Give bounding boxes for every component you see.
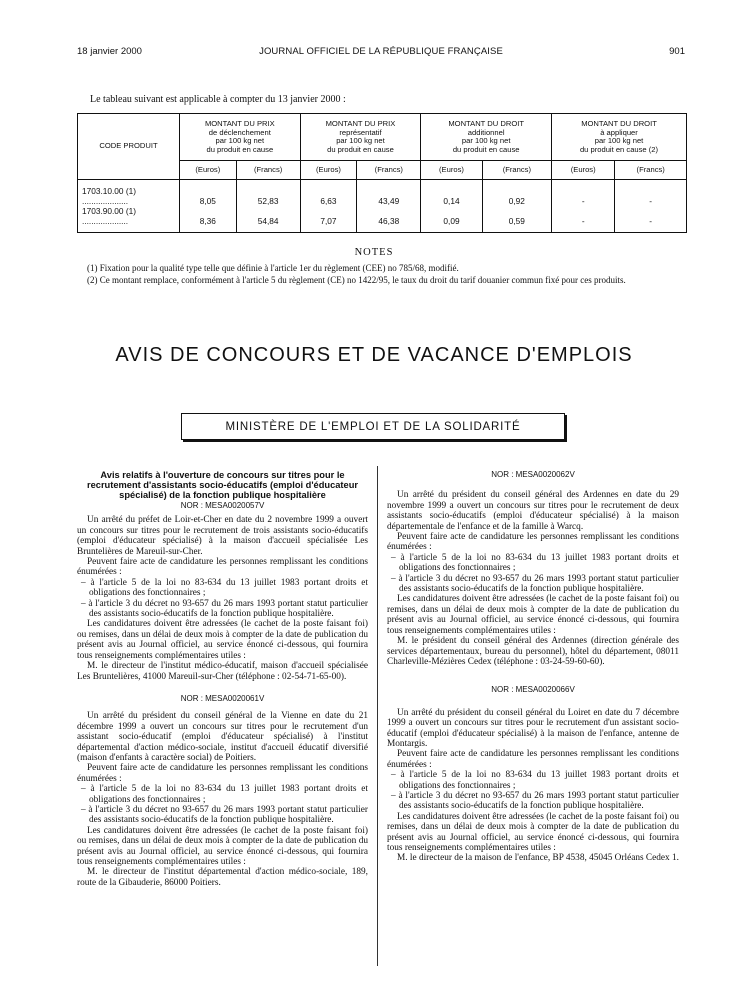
table-cell: - bbox=[615, 180, 687, 207]
product-code: 1703.90.00 (1) .................... bbox=[78, 206, 180, 233]
currency-header: (Francs) bbox=[615, 161, 687, 180]
nor-reference: NOR : MESA0020062V bbox=[491, 470, 575, 479]
table-cell: 0,09 bbox=[421, 206, 482, 233]
table-cell: - bbox=[552, 206, 615, 233]
condition-item: – à l'article 5 de la loi no 83-634 du 13 juillet 1983 portant droits et obligations des fonctionnaires ; bbox=[391, 770, 679, 791]
journal-title: JOURNAL OFFICIEL DE LA RÉPUBLIQUE FRANÇAISE bbox=[259, 46, 503, 57]
condition-item: – à l'article 5 de la loi no 83-634 du 13 juillet 1983 portant droits et obligations des fonctionnaires ; bbox=[81, 577, 368, 599]
table-cell: 43,49 bbox=[357, 180, 421, 207]
notice-paragraph: Peuvent faire acte de candidature les personnes remplissant les conditions énumérées : bbox=[77, 557, 368, 578]
condition-item: – à l'article 3 du décret no 93-657 du 26 mars 1993 portant statut particulier des assistants socio-éducatifs de la fonction publique hospitalière. bbox=[81, 598, 368, 620]
ministry-title: MINISTÈRE DE L'EMPLOI ET DE LA SOLIDARITÉ bbox=[225, 420, 521, 433]
table-cell: - bbox=[552, 180, 615, 207]
table-cell: 6,63 bbox=[300, 180, 357, 207]
notice-contact: M. le président du conseil général des Ardennes (direction générale des services départementaux, bureau du personnel), hôtel du département, 08011 Charleville-Mézières Cedex (téléphone : 03-24-59-60-60). bbox=[387, 636, 679, 667]
notice-paragraph: Peuvent faire acte de candidature les personnes remplissant les conditions énumérées : bbox=[387, 749, 679, 770]
table-cell: 8,36 bbox=[180, 206, 237, 233]
page-header bbox=[77, 46, 685, 60]
table-header-row bbox=[78, 114, 687, 161]
condition-item: – à l'article 3 du décret no 93-657 du 26 mars 1993 portant statut particulier des assistants socio-éducatifs de la fonction publique hospitalière. bbox=[391, 573, 679, 595]
note-2: (2) Ce montant remplace, conformément à l'article 5 du règlement (CE) no 1422/95, le taux du droit du tarif douanier commun fixé pour ces produits. bbox=[87, 275, 626, 285]
notice-contact: M. le directeur de la maison de l'enfance, BP 4538, 45045 Orléans Cedex 1. bbox=[397, 853, 679, 864]
group-header: MONTANT DU PRIX de déclenchement par 100 kg net du produit en cause bbox=[180, 114, 301, 161]
table-cell: - bbox=[615, 206, 687, 233]
notice-paragraph: Les candidatures doivent être adressées (le cachet de la poste faisant foi) ou remises, dans un délai de deux mois à compter de la date de publication du présent avis au Journal officiel, au service énoncé ci-dessous, qui fournira tous renseignements complémentaires utiles : bbox=[387, 594, 679, 636]
group-header: MONTANT DU PRIX représentatif par 100 kg net du produit en cause bbox=[300, 114, 421, 161]
table-cell: 0,14 bbox=[421, 180, 482, 207]
tariff-table bbox=[77, 113, 687, 233]
notice-paragraph: Peuvent faire acte de candidature les personnes remplissant les conditions énumérées : bbox=[77, 763, 368, 784]
notice-paragraph: Les candidatures doivent être adressées (le cachet de la poste faisant foi) ou remises, dans un délai de deux mois à compter de la date de publication du présent avis au Journal officiel, au service énoncé ci-dessous, qui fournira tous renseignements complémentaires utiles : bbox=[387, 811, 679, 853]
left-column bbox=[77, 470, 368, 888]
page-number: 901 bbox=[669, 46, 685, 57]
column-divider bbox=[377, 466, 378, 966]
table-cell: 46,38 bbox=[357, 206, 421, 233]
currency-header: (Francs) bbox=[482, 161, 551, 180]
currency-header: (Francs) bbox=[357, 161, 421, 180]
table-cell: 7,07 bbox=[300, 206, 357, 233]
product-code: 1703.10.00 (1) .................... bbox=[78, 180, 180, 207]
notice-paragraph: Un arrêté du président du conseil général des Ardennes en date du 29 novembre 1999 a ouvert un concours sur titres pour le recrutement de deux assistants socio-éducatifs (emploi d'éducateur spécialisé) à la maison départementale de l'enfance et de la famille à Warcq. bbox=[387, 490, 679, 532]
table-cell: 0,59 bbox=[482, 206, 551, 233]
nor-reference: NOR : MESA0020066V bbox=[491, 685, 575, 695]
code-header: CODE PRODUIT bbox=[78, 114, 180, 180]
nor-reference: NOR : MESA0020061V bbox=[180, 693, 265, 703]
ministry-box bbox=[181, 413, 565, 440]
currency-header: (Francs) bbox=[236, 161, 300, 180]
section-title: AVIS DE CONCOURS ET DE VACANCE D'EMPLOIS bbox=[115, 344, 633, 366]
notice-paragraph: Les candidatures doivent être adressées (le cachet de la poste faisant foi) ou remises, dans un délai de deux mois à compter de la date de publication du présent avis au Journal officiel, au service énoncé ci-dessous, qui fournira tous renseignements complémentaires utiles : bbox=[77, 619, 368, 661]
currency-header: (Euros) bbox=[552, 161, 615, 180]
notice-paragraph: Un arrêté du président du conseil général de la Vienne en date du 21 décembre 1999 a ouvert un concours sur titres pour le recrutement d'un assistant socio-éducatif (emploi d'éducateur spécialisé) à l'institut départemental d'action médico-sociale, institut d'accueil éducatif diversifié (maison d'enfants à caractère social) de Poitiers. bbox=[77, 711, 368, 763]
nor-reference: NOR : MESA0020057V bbox=[180, 501, 265, 510]
currency-header: (Euros) bbox=[180, 161, 237, 180]
table-cell: 8,05 bbox=[180, 180, 237, 207]
notice-paragraph: Un arrêté du président du conseil général du Loiret en date du 7 décembre 1999 a ouvert un concours sur titres pour le recrutement d'un assistant socio-éducatif (emploi d'éducateur spécialisé) à la maison de l'enfance, antenne de Montargis. bbox=[387, 707, 679, 749]
header-date: 18 janvier 2000 bbox=[77, 46, 142, 57]
notice-contact: M. le directeur de l'institut médico-éducatif, maison d'accueil spécialisée Les Bruntelières, 41000 Mareuil-sur-Cher (téléphone : 02-54-71-65-00). bbox=[77, 661, 368, 682]
table-row bbox=[78, 206, 687, 233]
group-header: MONTANT DU DROIT à appliquer par 100 kg net du produit en cause (2) bbox=[552, 114, 687, 161]
table-row bbox=[78, 180, 687, 207]
condition-item: – à l'article 3 du décret no 93-657 du 26 mars 1993 portant statut particulier des assistants socio-éducatifs de la fonction publique hospitalière. bbox=[81, 804, 368, 826]
condition-item: – à l'article 5 de la loi no 83-634 du 13 juillet 1983 portant droits et obligations des fonctionnaires ; bbox=[391, 552, 679, 574]
table-cell: 0,92 bbox=[482, 180, 551, 207]
table-cell: 52,83 bbox=[236, 180, 300, 207]
table-cell: 54,84 bbox=[236, 206, 300, 233]
currency-header: (Euros) bbox=[300, 161, 357, 180]
notice-heading: Avis relatifs à l'ouverture de concours sur titres pour le recrutement d'assistants socio-éducatifs (emploi d'éducateur spécialisé) de la fonction publique hospitalière bbox=[86, 470, 358, 500]
notes-title: NOTES bbox=[354, 247, 394, 258]
group-header: MONTANT DU DROIT additionnel par 100 kg net du produit en cause bbox=[421, 114, 552, 161]
table-intro: Le tableau suivant est applicable à compter du 13 janvier 2000 : bbox=[90, 94, 346, 105]
notice-paragraph: Un arrêté du préfet de Loir-et-Cher en date du 2 novembre 1999 a ouvert un concours sur titres pour le recrutement de trois assistants socio-éducatifs (emploi d'éducateur spécialisé) à la maison d'accueil spécialisée Les Bruntelières de Mareuil-sur-Cher. bbox=[77, 515, 368, 557]
right-column bbox=[387, 470, 679, 864]
condition-item: – à l'article 3 du décret no 93-657 du 26 mars 1993 portant statut particulier des assistants socio-éducatifs de la fonction publique hospitalière. bbox=[391, 790, 679, 812]
currency-header: (Euros) bbox=[421, 161, 482, 180]
notice-paragraph: Les candidatures doivent être adressées (le cachet de la poste faisant foi) ou remises, dans un délai de deux mois à compter de la date de publication du présent avis au Journal officiel, au service énoncé ci-dessous, qui fournira tous renseignements complémentaires utiles : bbox=[77, 825, 368, 867]
notice-paragraph: Peuvent faire acte de candidature les personnes remplissant les conditions énumérées : bbox=[387, 532, 679, 553]
condition-item: – à l'article 5 de la loi no 83-634 du 13 juillet 1983 portant droits et obligations des fonctionnaires ; bbox=[81, 784, 368, 805]
note-1: (1) Fixation pour la qualité type telle que définie à l'article 1er du règlement (CEE) no 785/68, modifié. bbox=[87, 263, 459, 273]
notice-contact: M. le directeur de l'institut départemental d'action médico-sociale, 189, route de la Gibauderie, 86000 Poitiers. bbox=[77, 867, 368, 888]
